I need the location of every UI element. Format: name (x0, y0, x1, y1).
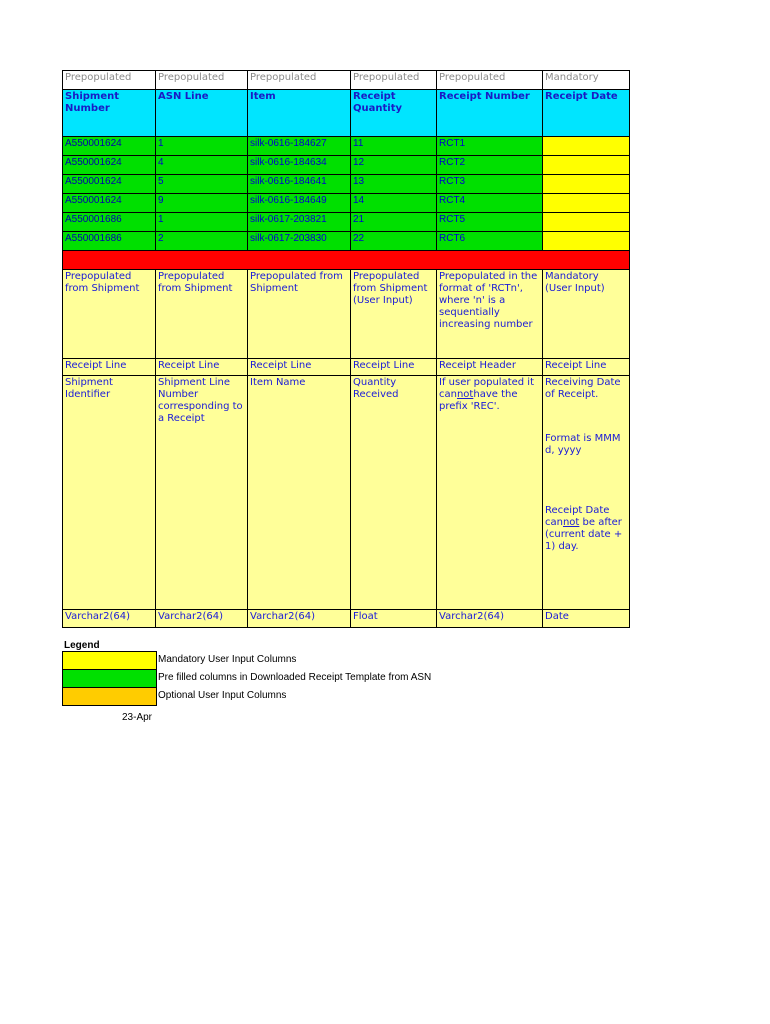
status-cell: Prepopulated (248, 71, 351, 90)
shipment-number-cell: A550001624 (63, 194, 156, 213)
datatype-cell: Varchar2(64) (437, 610, 543, 628)
table-row (63, 194, 630, 213)
notes-cell (543, 376, 630, 610)
note-underline: not (562, 517, 580, 528)
receipt-date-input[interactable] (543, 175, 630, 194)
separator-row (63, 251, 630, 270)
legend-title: Legend (64, 640, 100, 651)
asn-line-cell: 2 (156, 232, 248, 251)
legend-swatch (62, 687, 157, 706)
quantity-cell: 22 (351, 232, 437, 251)
asn-line-cell: 4 (156, 156, 248, 175)
notes-row (63, 376, 630, 610)
datatype-row (63, 610, 630, 628)
shipment-number-cell: A550001686 (63, 232, 156, 251)
notes-cell: Quantity Received (351, 376, 437, 610)
receipt-date-input[interactable] (543, 232, 630, 251)
notes-cell (437, 376, 543, 610)
description-cell: Prepopulated in the format of 'RCTn', where 'n' is a sequentially increasing number (437, 270, 543, 359)
status-cell: Mandatory (543, 71, 630, 90)
notes-cell: Item Name (248, 376, 351, 610)
column-header: Receipt Date (543, 90, 630, 137)
receipt-template-sheet (62, 70, 630, 628)
level-cell: Receipt Header (437, 359, 543, 376)
table-row (63, 175, 630, 194)
item-cell: silk-0616-184634 (248, 156, 351, 175)
legend-label: Optional User Input Columns (158, 690, 287, 701)
note-underline: not (456, 389, 474, 400)
description-cell: Mandatory (User Input) (543, 270, 630, 359)
quantity-cell: 12 (351, 156, 437, 175)
column-header: Item (248, 90, 351, 137)
level-cell: Receipt Line (543, 359, 630, 376)
receipt-date-input[interactable] (543, 213, 630, 232)
level-row (63, 359, 630, 376)
datatype-cell: Varchar2(64) (248, 610, 351, 628)
asn-line-cell: 9 (156, 194, 248, 213)
table-row (63, 232, 630, 251)
table-row (63, 213, 630, 232)
status-cell: Prepopulated (351, 71, 437, 90)
note-text: Receipt Date cannot be after (current date + 1) day. (545, 505, 623, 552)
status-row (63, 71, 630, 90)
notes-cell: Shipment Identifier (63, 376, 156, 610)
datatype-cell: Date (543, 610, 630, 628)
status-cell: Prepopulated (63, 71, 156, 90)
quantity-cell: 11 (351, 137, 437, 156)
legend-item-optional (62, 687, 382, 705)
item-cell: silk-0616-184627 (248, 137, 351, 156)
note-text: Format is MMM d, yyyy (545, 433, 621, 456)
status-cell: Prepopulated (156, 71, 248, 90)
level-cell: Receipt Line (63, 359, 156, 376)
legend-swatch (62, 651, 157, 670)
legend-item-mandatory (62, 651, 382, 669)
description-cell: Prepopulated from Shipment (User Input) (351, 270, 437, 359)
description-cell: Prepopulated from Shipment (63, 270, 156, 359)
legend-label: Mandatory User Input Columns (158, 654, 297, 665)
table-row (63, 137, 630, 156)
red-separator (63, 251, 630, 270)
datatype-cell: Float (351, 610, 437, 628)
item-cell: silk-0616-184641 (248, 175, 351, 194)
level-cell: Receipt Line (156, 359, 248, 376)
level-cell: Receipt Line (351, 359, 437, 376)
receipt-date-input[interactable] (543, 156, 630, 175)
notes-cell: Shipment Line Number corresponding to a Receipt (156, 376, 248, 610)
note-text: have the prefix 'REC'. (439, 389, 518, 412)
note-text: If user populated it can (439, 377, 534, 400)
asn-line-cell: 5 (156, 175, 248, 194)
table-row (63, 156, 630, 175)
receipt-number-cell: RCT2 (437, 156, 543, 175)
description-cell: Prepopulated from Shipment (248, 270, 351, 359)
quantity-cell: 13 (351, 175, 437, 194)
datatype-cell: Varchar2(64) (63, 610, 156, 628)
item-cell: silk-0617-203830 (248, 232, 351, 251)
receipt-number-cell: RCT1 (437, 137, 543, 156)
status-cell: Prepopulated (437, 71, 543, 90)
receipt-number-cell: RCT4 (437, 194, 543, 213)
column-header: ASN Line (156, 90, 248, 137)
header-row (63, 90, 630, 137)
item-cell: silk-0616-184649 (248, 194, 351, 213)
legend-swatch (62, 669, 157, 688)
column-header: Receipt Quantity (351, 90, 437, 137)
quantity-cell: 21 (351, 213, 437, 232)
shipment-number-cell: A550001624 (63, 156, 156, 175)
note-text: Receiving Date of Receipt. (545, 377, 621, 400)
legend-label: Pre filled columns in Downloaded Receipt Template from ASN (158, 672, 432, 683)
datatype-cell: Varchar2(64) (156, 610, 248, 628)
column-header: Shipment Number (63, 90, 156, 137)
receipt-date-input[interactable] (543, 137, 630, 156)
quantity-cell: 14 (351, 194, 437, 213)
shipment-number-cell: A550001686 (63, 213, 156, 232)
receipt-number-cell: RCT5 (437, 213, 543, 232)
item-cell: silk-0617-203821 (248, 213, 351, 232)
column-header: Receipt Number (437, 90, 543, 137)
level-cell: Receipt Line (248, 359, 351, 376)
shipment-number-cell: A550001624 (63, 175, 156, 194)
legend-item-prefilled (62, 669, 432, 687)
description-cell: Prepopulated from Shipment (156, 270, 248, 359)
description-row (63, 270, 630, 359)
receipt-number-cell: RCT3 (437, 175, 543, 194)
asn-line-cell: 1 (156, 213, 248, 232)
receipt-number-cell: RCT6 (437, 232, 543, 251)
shipment-number-cell: A550001624 (63, 137, 156, 156)
date-stamp: 23-Apr (122, 712, 153, 723)
asn-line-cell: 1 (156, 137, 248, 156)
receipt-date-input[interactable] (543, 194, 630, 213)
